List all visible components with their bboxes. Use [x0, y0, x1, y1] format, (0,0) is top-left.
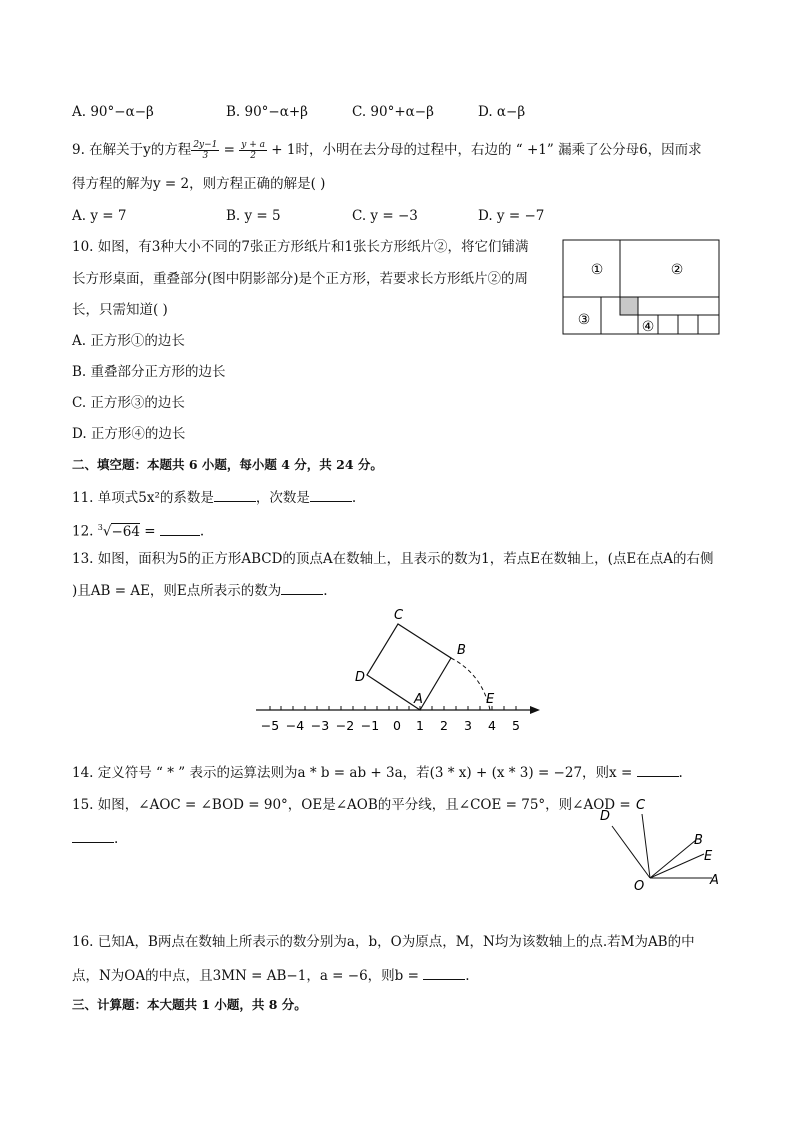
- point-c-label: C: [394, 608, 404, 623]
- q12-text-c: .: [199, 523, 205, 540]
- q9-text-part1: 9. 在解关于y的方程: [72, 142, 192, 158]
- angle-labels: [600, 798, 719, 894]
- q9-frac-left-den: 3: [202, 151, 209, 161]
- radical-icon: √: [102, 523, 112, 540]
- tick-label: 3: [464, 718, 472, 733]
- q13-blank: [281, 580, 323, 595]
- q8-option-a: A. 90°−α−β: [72, 104, 154, 120]
- label-d: D: [600, 809, 611, 824]
- arc-b-to-e: [451, 658, 490, 710]
- q10-option-c: C. 正方形③的边长: [72, 395, 185, 411]
- q9-equals: =: [219, 142, 240, 158]
- q14-text-a: 14. 定义符号 “ * ” 表示的运算法则为a * b = ab + 3a，若(3 * x) + (x * 3) = −27，则x =: [72, 765, 637, 781]
- q15-figure: [596, 796, 726, 894]
- q15-blank: [72, 828, 114, 843]
- q13-text-b: .: [323, 583, 328, 599]
- square-abcd: [367, 624, 451, 710]
- tick-label: 5: [512, 718, 520, 733]
- point-a-label: A: [414, 692, 423, 707]
- q16-line1: 16. 已知A，B两点在数轴上所表示的数分别为a，b，O为原点，M，N均为该数轴上的点.若M为AB的中: [72, 934, 695, 950]
- tick-label: 0: [393, 718, 401, 733]
- q9-option-d: D. y = −7: [478, 208, 545, 224]
- q9-option-b: B. y = 5: [226, 208, 281, 224]
- q11-text-c: .: [351, 490, 357, 506]
- tick-label: 1: [416, 718, 424, 733]
- q14-blank: [637, 762, 679, 777]
- q8-option-c: C. 90°+α−β: [352, 104, 434, 120]
- q9-option-c: C. y = −3: [352, 208, 418, 224]
- q16-line2: [72, 965, 470, 986]
- label-3: ③: [577, 312, 591, 328]
- q9-line2: 得方程的解为y = 2，则方程正确的解是( ): [72, 176, 326, 192]
- label-c: C: [636, 798, 646, 813]
- q12-root-index: 3: [97, 523, 103, 532]
- label-e: E: [704, 849, 713, 864]
- q16-text-b: .: [465, 968, 470, 984]
- arrow-icon: [530, 706, 540, 714]
- q15-line1: 15. 如图，∠AOC = ∠BOD = 90°，OE是∠AOB的平分线，且∠COE = 75°，则∠AOD =: [72, 797, 631, 813]
- q11-line: [72, 487, 356, 508]
- q13-figure: [250, 606, 550, 736]
- q11-text-a: 11. 单项式5x²的系数是: [72, 490, 214, 506]
- q14-line: [72, 762, 683, 783]
- q10-option-b: B. 重叠部分正方形的边长: [72, 364, 226, 380]
- overlap-square: [620, 297, 638, 315]
- rectangle-2: [620, 240, 719, 297]
- q12-text-b: =: [139, 523, 160, 540]
- q12-text-a: 12.: [72, 523, 98, 540]
- q14-text-b: .: [678, 765, 683, 781]
- q8-option-b: B. 90°−α+β: [226, 104, 308, 120]
- q11-text-b: ，次数是: [255, 490, 310, 506]
- q9-frac-right-den: 2: [250, 151, 257, 161]
- label-b: B: [694, 833, 703, 848]
- q9-frac-left-num: 2y−1: [193, 140, 218, 150]
- q8-option-d: D. α−β: [478, 104, 526, 120]
- tick-label: 4: [488, 718, 496, 733]
- q10-line3: 长，只需知道( ): [72, 302, 168, 318]
- label-a: A: [710, 873, 719, 888]
- section-2-heading: 二、填空题：本题共 6 小题，每小题 4 分，共 24 分。: [72, 457, 383, 472]
- q16-blank: [423, 965, 465, 980]
- q13-line2: [72, 580, 328, 601]
- point-labels: [355, 608, 495, 707]
- q9-text-part2: + 1时，小明在去分母的过程中，右边的 “ +1” 漏乘了公分母6，因而求: [267, 142, 702, 158]
- q12-line: [72, 518, 204, 542]
- q9-line1: [72, 140, 702, 161]
- q13-text-a: )且AB = AE，则E点所表示的数为: [72, 583, 282, 599]
- ray-oe: [650, 854, 704, 878]
- q16-text-a: 点，N为OA的中点，且3MN = AB−1，a = −6，则b =: [72, 968, 424, 984]
- label-4: ④: [641, 319, 655, 335]
- label-1: ①: [590, 262, 604, 278]
- label-2: ②: [670, 262, 684, 278]
- q10-option-a: A. 正方形①的边长: [72, 333, 185, 349]
- tick-labels: [261, 718, 520, 733]
- q13-line1: 13. 如图，面积为5的正方形ABCD的顶点A在数轴上，且表示的数为1，若点E在数轴上，(点E在点A的右侧: [72, 551, 714, 567]
- q15-line2: [72, 828, 118, 849]
- q9-frac-right-num: y + a: [241, 140, 266, 150]
- q9-option-a: A. y = 7: [72, 208, 127, 224]
- point-d-label: D: [355, 670, 366, 685]
- point-b-label: B: [457, 643, 466, 658]
- section-3-heading: 三、计算题：本大题共 1 小题，共 8 分。: [72, 997, 307, 1012]
- tick-label: −5: [260, 718, 280, 733]
- q9-fraction-right: [239, 140, 267, 161]
- label-o: O: [634, 879, 645, 894]
- tick-label: 2: [440, 718, 448, 733]
- q10-figure: [560, 238, 722, 338]
- q9-fraction-left: [191, 140, 219, 161]
- point-e-label: E: [486, 692, 495, 707]
- tick-label: −3: [310, 718, 330, 733]
- tick-label: −4: [285, 718, 305, 733]
- q11-blank-coefficient: [214, 487, 256, 502]
- q10-line2: 长方形桌面，重叠部分(图中阴影部分)是个正方形，若要求长方形纸片②的周: [72, 271, 529, 287]
- q12-blank: [160, 521, 200, 536]
- ray-ob: [650, 840, 696, 878]
- q10-option-d: D. 正方形④的边长: [72, 426, 186, 442]
- q12-radicand: −64: [111, 523, 140, 540]
- tick-label: −1: [360, 718, 380, 733]
- q10-line1: 10. 如图，有3种大小不同的7张正方形纸片和1张长方形纸片②，将它们铺满: [72, 239, 529, 255]
- tick-label: −2: [335, 718, 355, 733]
- q11-blank-degree: [310, 487, 352, 502]
- q15-text-end: .: [114, 831, 119, 847]
